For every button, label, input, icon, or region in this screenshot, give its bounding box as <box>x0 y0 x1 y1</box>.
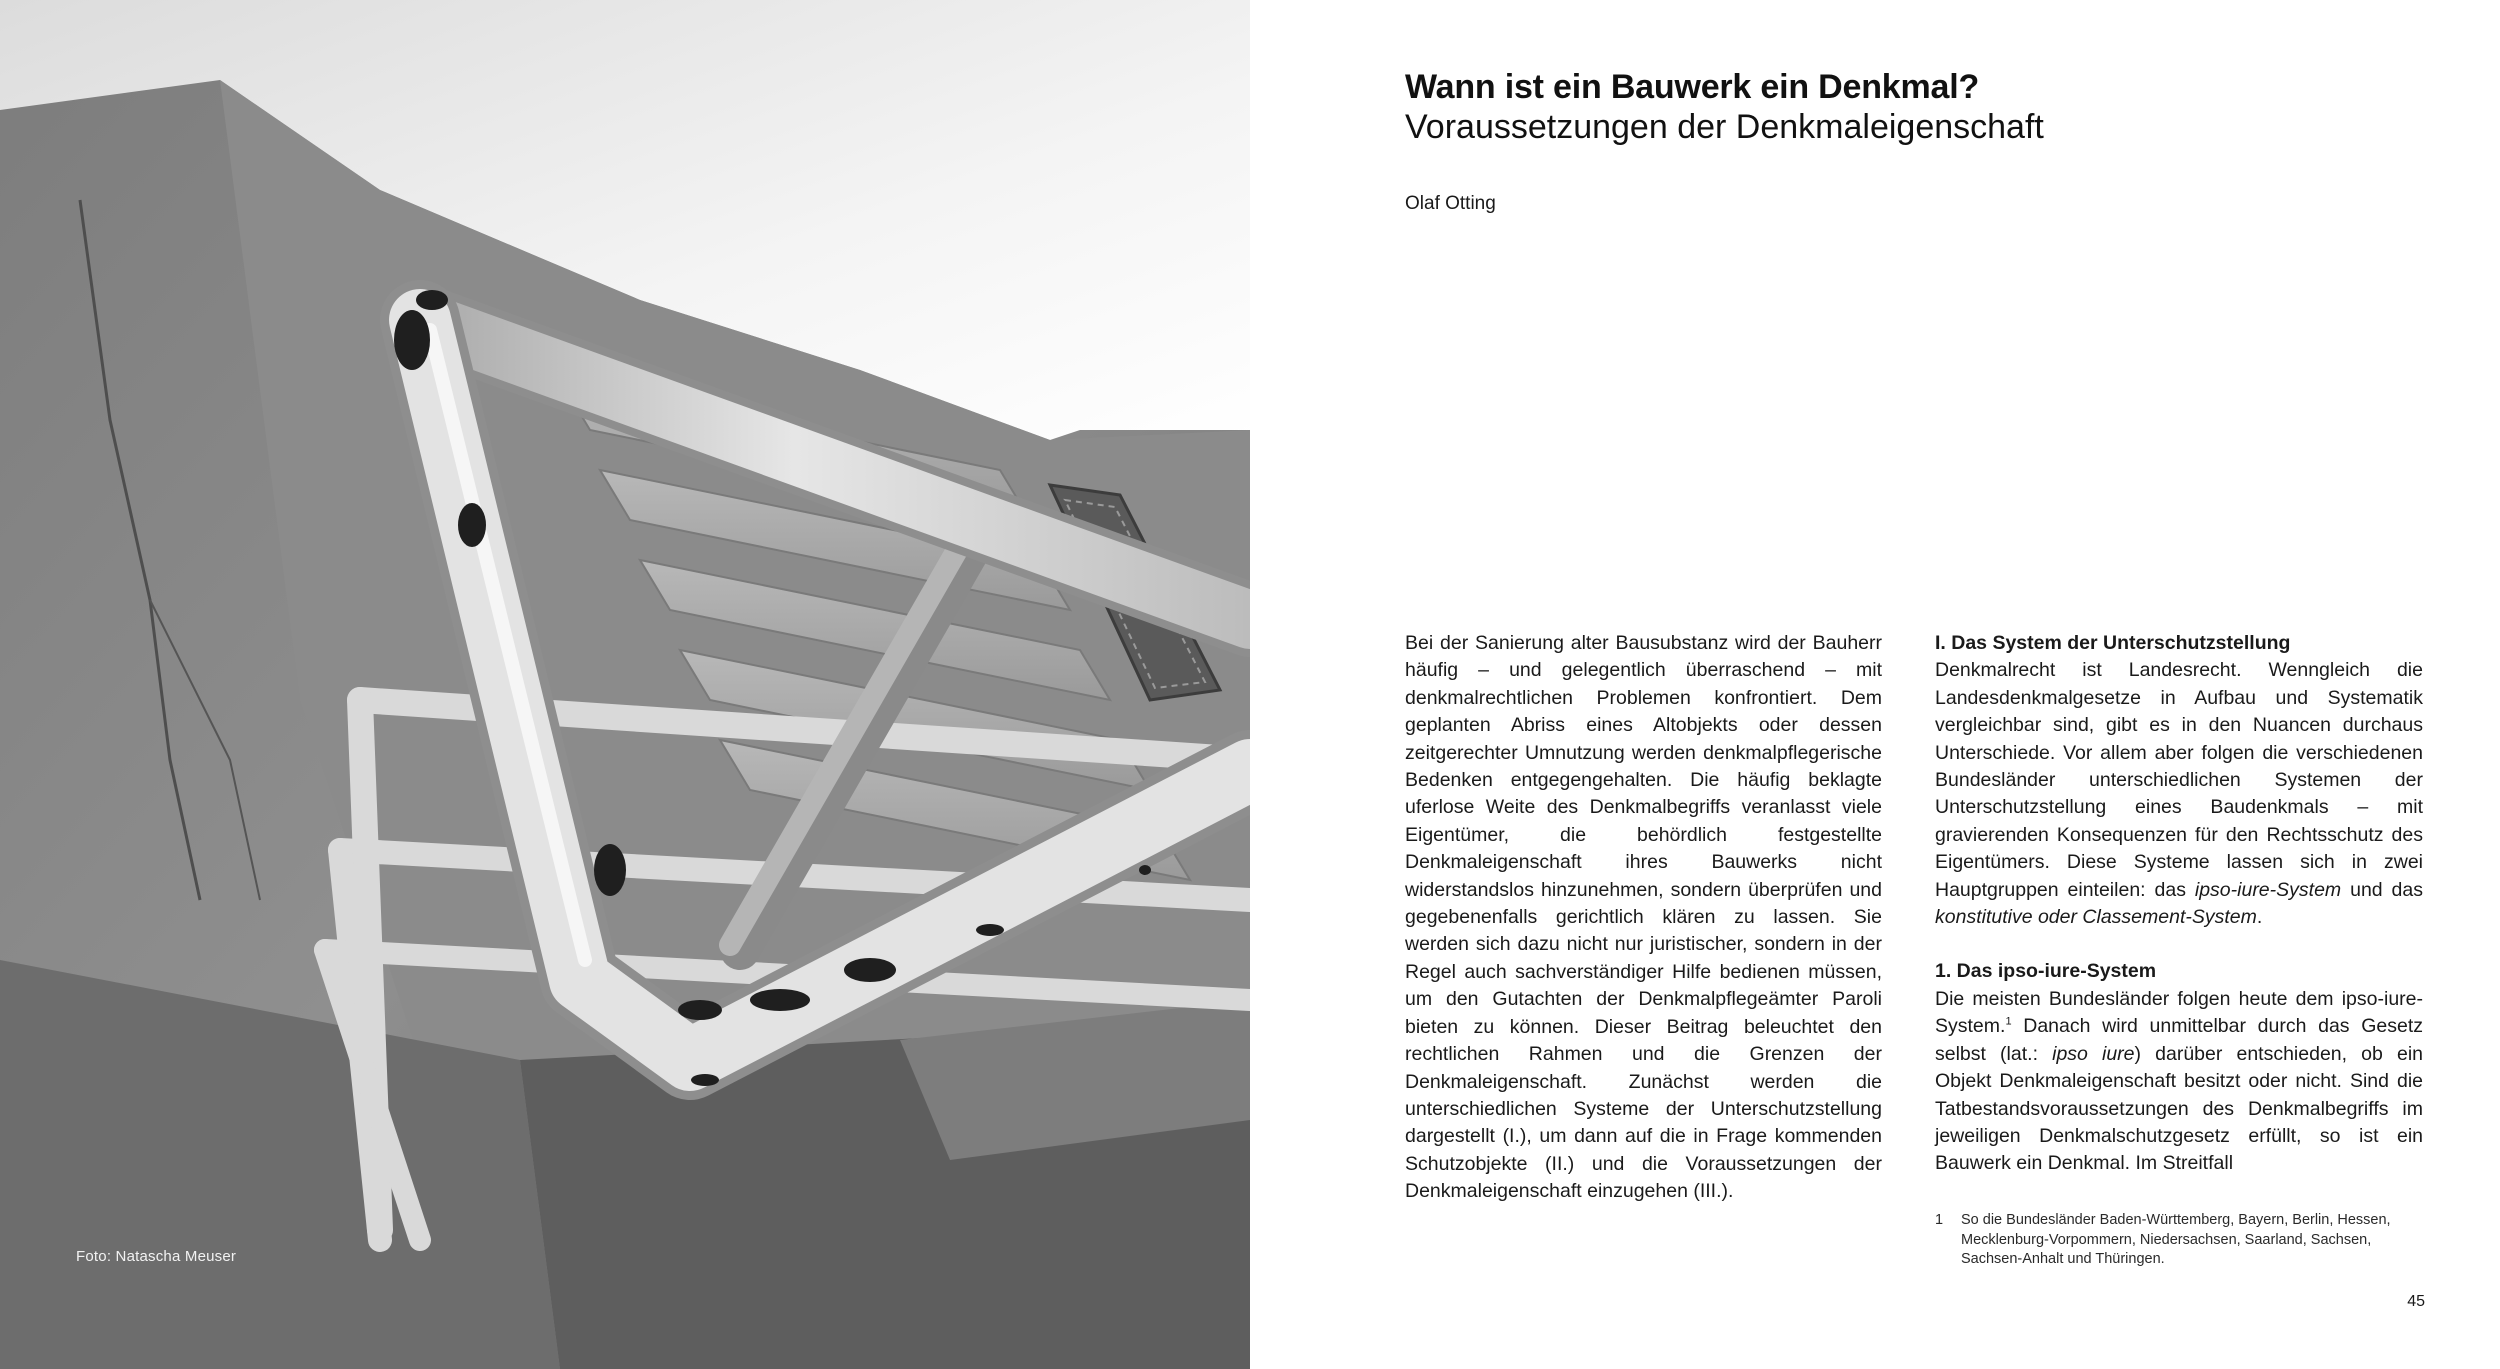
page-number: 45 <box>2407 1293 2425 1310</box>
photo-credit: Foto: Natascha Meuser <box>76 1248 237 1265</box>
article-subtitle: Voraussetzungen der Denkmaleigenschaft <box>1405 108 2044 146</box>
paragraph-gap <box>1935 931 2423 958</box>
section-paragraph-ipso-iure <box>1935 986 2423 1178</box>
section1-text-end: . <box>2256 906 2263 929</box>
text-column-left <box>1405 630 1882 1206</box>
term-classement-system: konstitutive oder Classement-System <box>1935 906 2257 929</box>
footnote-text: So die Bundesländer Baden-Württemberg, Bayern, Berlin, Hessen, Mecklenburg-Vorpommern, Niedersachsen, Saarland, Sachsen, Sachsen-Anhalt und Thüringen. <box>1961 1212 2391 1267</box>
section2-text-end: ) darüber entschieden, ob ein Objekt Denkmaleigenschaft besitzt oder nicht. Sind die Tatbestandsvoraussetzungen des Denkmalbegriffs im jeweiligen Denkmalschutzgesetz erfüllt, so ist ein Bauwerk ein Denkmal. Im Streitfall <box>1935 1042 2424 1175</box>
section1-text-start: Denkmalrecht ist Landesrecht. Wenngleich die Landesdenkmalgesetze in Aufbau und Systematik vergleichbar sind, gibt es in den Nuancen durchaus Unterschiede. Vor allem aber folgen die verschiedenen Bundesländer unterschiedlichen Systemen der Unterschutzstellung eines Baudenkmals – mit gravierenden Konsequenzen für den Rechtsschutz des Eigentümers. Diese Systeme lassen sich in zwei Hauptgruppen einteilen: das <box>1935 659 2423 901</box>
article-title: Wann ist ein Bauwerk ein Denkmal? <box>1405 68 1980 106</box>
footnote <box>1935 1211 2435 1270</box>
footnote-reference[interactable]: 1 <box>2005 1015 2012 1028</box>
section-heading-system: I. Das System der Unterschutzstellung <box>1935 632 2291 654</box>
author-name: Olaf Otting <box>1405 193 1496 214</box>
section2-text-start: Die meisten Bundesländer folgen heute dem ipso-iure-System. <box>1935 987 2423 1038</box>
text-column-right <box>1935 630 2423 1178</box>
section2-text-mid: Danach wird unmittelbar durch das Gesetz selbst (lat.: <box>1935 1015 2423 1065</box>
section-paragraph-system <box>1935 657 2423 931</box>
section1-text-mid: und das <box>2341 878 2423 901</box>
term-ipso-iure-system: ipso-iure-System <box>2194 878 2342 901</box>
section-heading-ipso-iure: 1. Das ipso-iure-System <box>1935 960 2157 983</box>
term-ipso-iure: ipso iure <box>2052 1042 2135 1065</box>
footnote-number: 1 <box>1935 1212 1944 1228</box>
intro-paragraph: Bei der Sanierung alter Bausubstanz wird der Bauherr häufig – und gelegentlich überraschend – mit denkmalrechtlichen Problemen konfrontiert. Dem geplanten Abriss eines Altobjekts oder dessen zeitgerechter Umnutzung werden denkmalpflegerische Bedenken entgegengehalten. Die häufig beklagte uferlose Weite des Denkmalbegriffs veranlasst viele Eigentümer, die behördlich festgestellte Denkmaleigenschaft ihres Bauwerks nicht widerstandslos hinzunehmen, sondern überprüfen und gegebenenfalls gerichtlich klären zu lassen. Sie werden sich dazu nicht nur juristischer, sondern in der Regel auch sachverständiger Hilfe bedienen müssen, um den Gutachten der Denkmalpflegeämter Paroli bieten zu können. Dieser Beitrag beleuchtet den rechtlichen Rahmen und die Grenzen der Denkmaleigenschaft. Zunächst werden die unterschiedlichen Systeme der Unterschutzstellung dargestellt (I.), um dann auf die in Frage kommenden Schutzobjekte (II.) und die Voraussetzungen der Denkmaleigenschaft einzugehen (III.). <box>1405 632 1882 1203</box>
